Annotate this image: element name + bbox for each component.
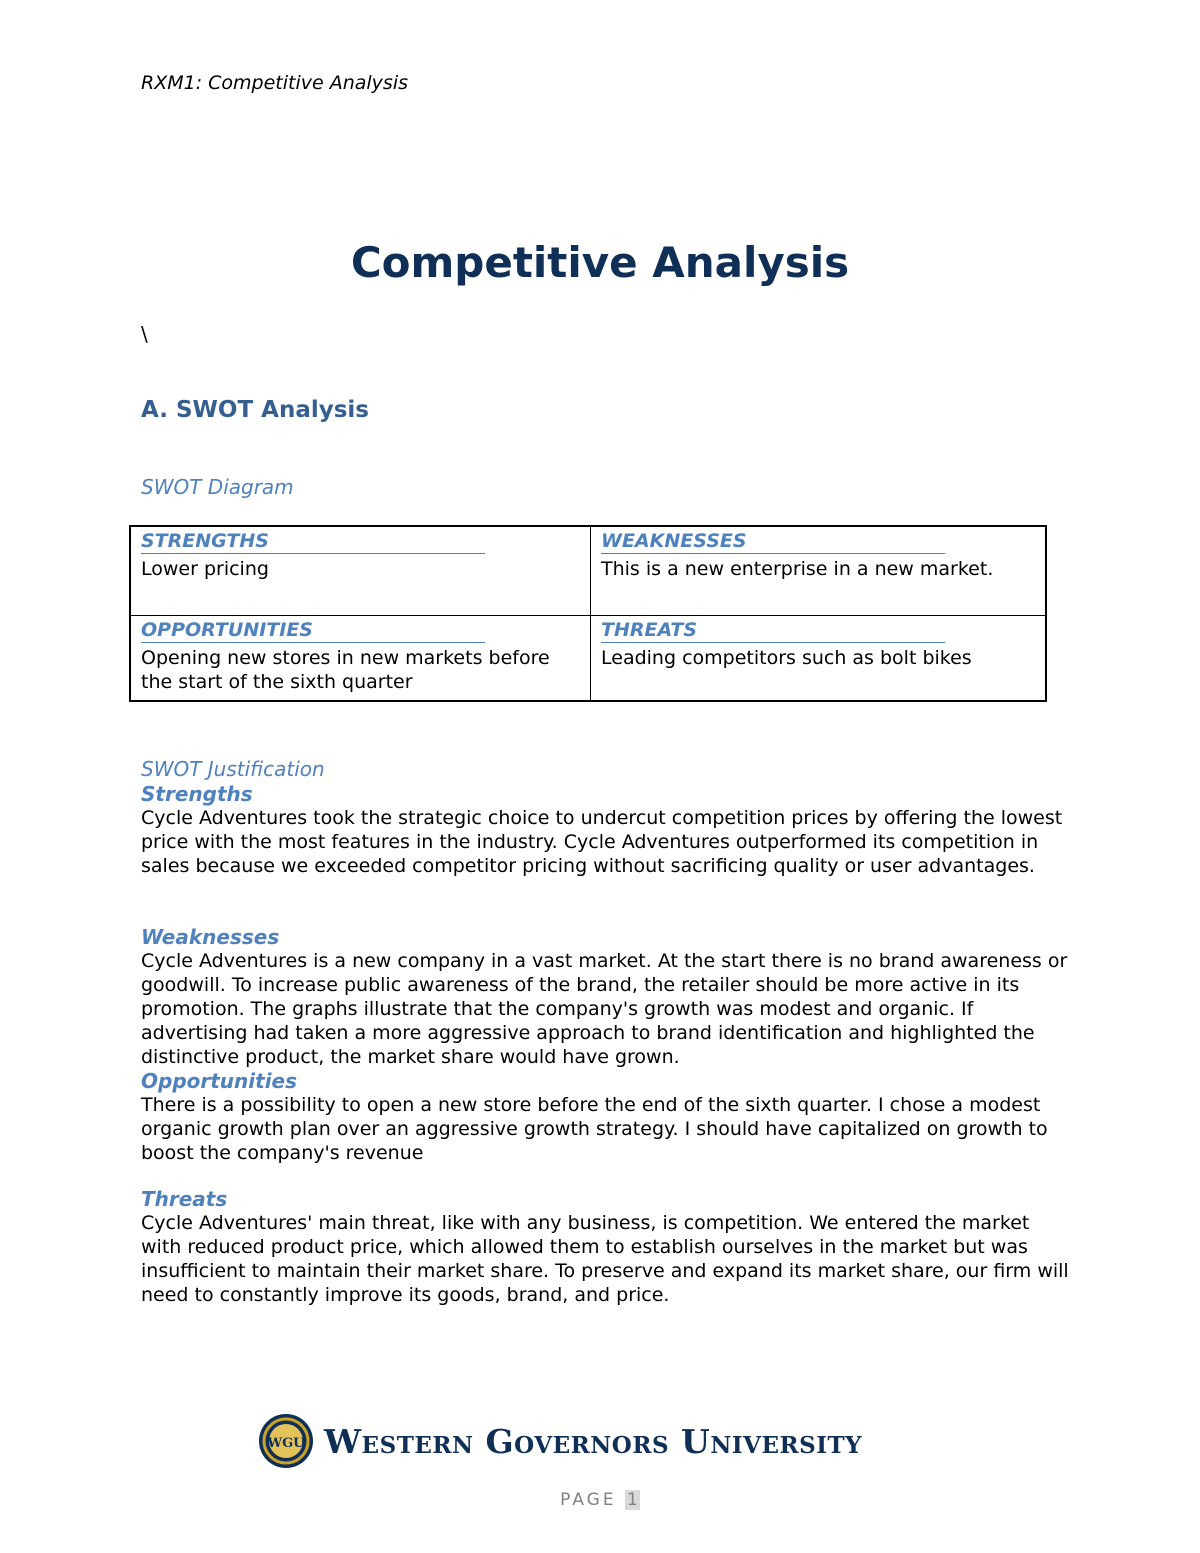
stray-character: \ bbox=[141, 322, 148, 346]
weaknesses-paragraph: Cycle Adventures is a new company in a vast market. At the start there is no brand awareness or goodwill. To increase public awareness of the brand, the retailer should be more active in its promotion. The graphs illustrate that the company's growth was modest and organic. If advertising had taken a more aggressive approach to brand identification and highlighted the distinctive product, the market share would have grown. bbox=[141, 950, 1068, 1068]
threats-paragraph: Cycle Adventures' main threat, like with any business, is competition. We entered the market with reduced product price, which allowed them to establish ourselves in the market but was insufficient to maintain their market share. To preserve and expand its market share, our firm will need to constantly improve its goods, brand, and price. bbox=[141, 1212, 1069, 1306]
justification-opportunities bbox=[141, 1069, 1071, 1165]
swot-table bbox=[129, 525, 1047, 702]
document-title: Competitive Analysis bbox=[350, 238, 850, 287]
section-heading-swot: A. SWOT Analysis bbox=[141, 397, 369, 423]
strengths-text: Lower pricing bbox=[141, 558, 269, 580]
threats-cell bbox=[591, 616, 1045, 700]
threats-text: Leading competitors such as bolt bikes bbox=[601, 647, 972, 669]
opportunities-paragraph: There is a possibility to open a new store before the end of the sixth quarter. I chose a modest organic growth plan over an aggressive growth strategy. I should have capitalized on growth to boost the company's revenue bbox=[141, 1094, 1048, 1164]
seal-letters: WGU bbox=[267, 1436, 305, 1451]
wgu-logo-text: Western Governors University bbox=[324, 1421, 863, 1461]
swot-justification-heading: SWOT Justification bbox=[141, 757, 325, 781]
opportunities-heading: Opportunities bbox=[141, 1069, 298, 1093]
weaknesses-label: WEAKNESSES bbox=[601, 530, 945, 554]
weaknesses-heading: Weaknesses bbox=[141, 925, 280, 949]
weaknesses-text: This is a new enterprise in a new market. bbox=[601, 558, 994, 580]
page-number: 1 bbox=[627, 1490, 638, 1510]
opportunities-cell bbox=[131, 616, 591, 700]
page-label: PAGE bbox=[560, 1490, 617, 1510]
opportunities-text: Opening new stores in new markets before the start of the sixth quarter bbox=[141, 647, 550, 693]
strengths-label: STRENGTHS bbox=[141, 530, 485, 554]
justification-weaknesses bbox=[141, 925, 1071, 1069]
strengths-heading: Strengths bbox=[141, 782, 253, 806]
wgu-logo bbox=[258, 1411, 862, 1471]
wgu-seal-icon bbox=[258, 1413, 314, 1469]
threats-heading: Threats bbox=[141, 1187, 228, 1211]
page-footer bbox=[0, 1490, 1200, 1510]
strengths-paragraph: Cycle Adventures took the strategic choice to undercut competition prices by offering the lowest price with the most features in the industry. Cycle Adventures outperformed its competition in sales because we exceeded competitor pricing without sacrificing quality or user advantages. bbox=[141, 807, 1063, 877]
weaknesses-cell bbox=[591, 527, 1045, 616]
justification-threats bbox=[141, 1187, 1071, 1307]
opportunities-label: OPPORTUNITIES bbox=[141, 619, 485, 643]
justification-strengths bbox=[141, 782, 1071, 878]
threats-label: THREATS bbox=[601, 619, 945, 643]
swot-diagram-heading: SWOT Diagram bbox=[141, 475, 294, 499]
strengths-cell bbox=[131, 527, 591, 616]
running-header: RXM1: Competitive Analysis bbox=[141, 72, 409, 94]
